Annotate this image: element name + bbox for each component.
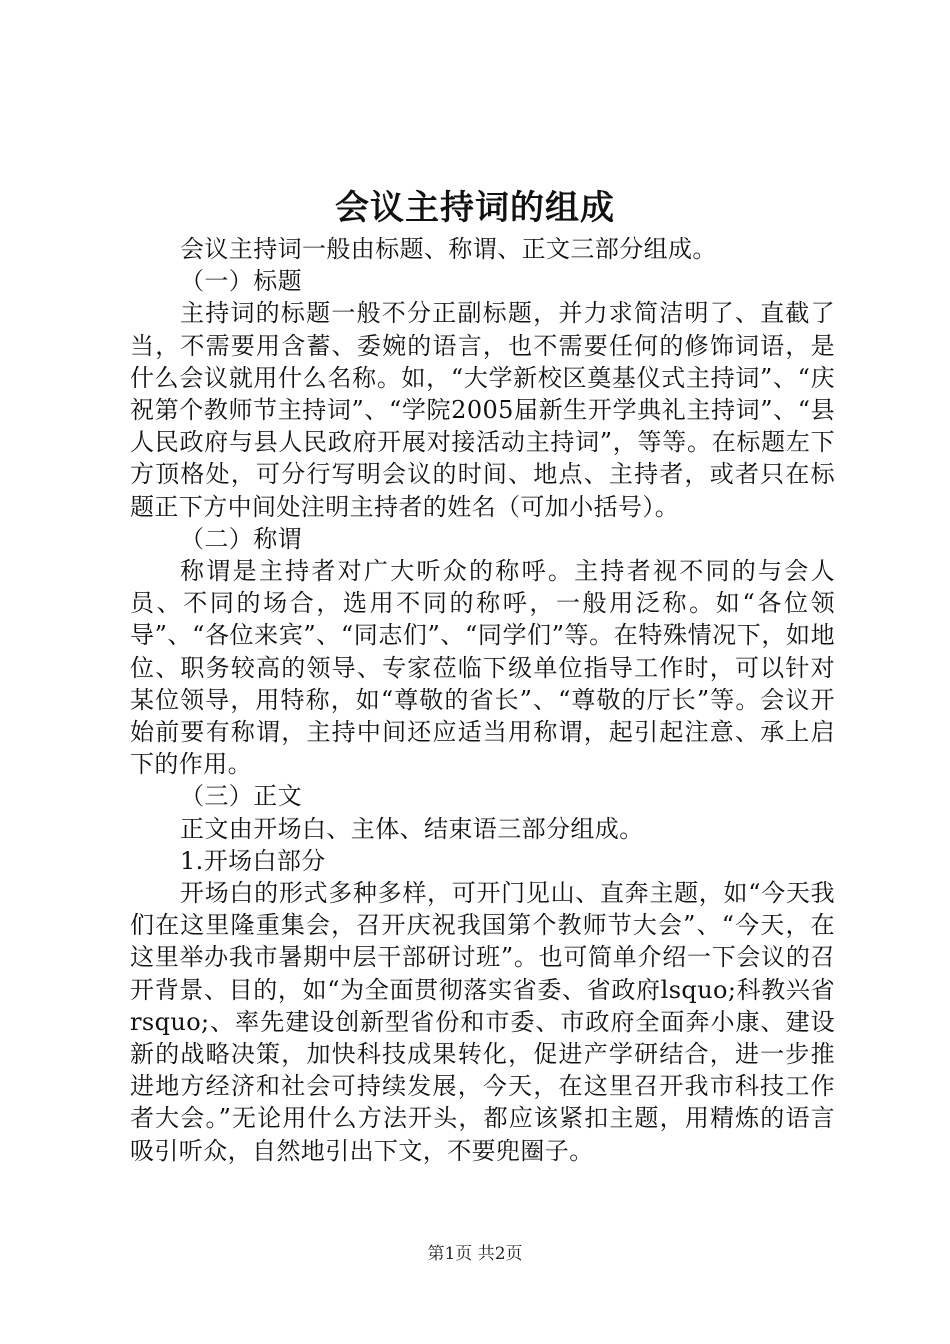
section-heading-title: （一）标题 [180, 267, 302, 296]
document-body [130, 233, 835, 1167]
section-heading-body: （三）正文 [180, 782, 302, 811]
intro-paragraph: 会议主持词一般由标题、称谓、正文三部分组成。 [180, 235, 717, 263]
document-title: 会议主持词的组成 [335, 188, 615, 228]
body-section-paragraph: 正文由开场白、主体、结束语三部分组成。 [180, 814, 644, 843]
salutation-section-paragraph: 称谓是主持者对广大听众的称呼。主持者视不同的与会人员、不同的场合，选用不同的称呼，一般用泛称。如“各位领导”、“各位来宾”、“同志们”、“同学们”等。在特殊情况下，如地位、职务较高的领导、专家莅临下级单位指导工作时，可以针对某位领导，用特称，如“尊敬的省长”、“尊敬的厅长”等。会议开始前要有称谓，主持中间还应适当用称谓，起引起注意、承上启下的作用。 [130, 557, 835, 779]
opening-section-paragraph: 开场白的形式多种多样，可开门见山、直奔主题，如“今天我们在这里隆重集会，召开庆祝我国第个教师节大会”、“今天，在这里举办我市暑期中层干部研讨班”。也可简单介绍一下会议的召开背景、目的，如“为全面贯彻落实省委、省政府lsquo;科教兴省rsquo;、率先建设创新型省份和市委、市政府全面奔小康、建设新的战略决策，加快科技成果转化，促进产学研结合，进一步推进地方经济和社会可持续发展，今天，在这里召开我市科技工作者大会。”无论用什么方法开头，都应该紧扣主题，用精炼的语言吸引听众，自然地引出下文，不要兜圈子。 [130, 879, 835, 1165]
section-heading-salutation: （二）称谓 [180, 524, 302, 553]
page-number-footer: 第1页 共2页 [427, 1244, 523, 1264]
subsection-heading-opening: 1.开场白部分 [180, 846, 326, 875]
title-section-paragraph: 主持词的标题一般不分正副标题，并力求简洁明了、直截了当，不需要用含蓄、委婉的语言，也不需要任何的修饰词语，是什么会议就用什么名称。如，“大学新校区奠基仪式主持词”、“庆祝第个教师节主持词”、“学院2005届新生开学典礼主持词”、“县人民政府与县人民政府开展对接活动主持词”，等等。在标题左下方顶格处，可分行写明会议的时间、地点、主持者，或者只在标题正下方中间处注明主持者的姓名（可加小括号）。 [130, 299, 835, 521]
